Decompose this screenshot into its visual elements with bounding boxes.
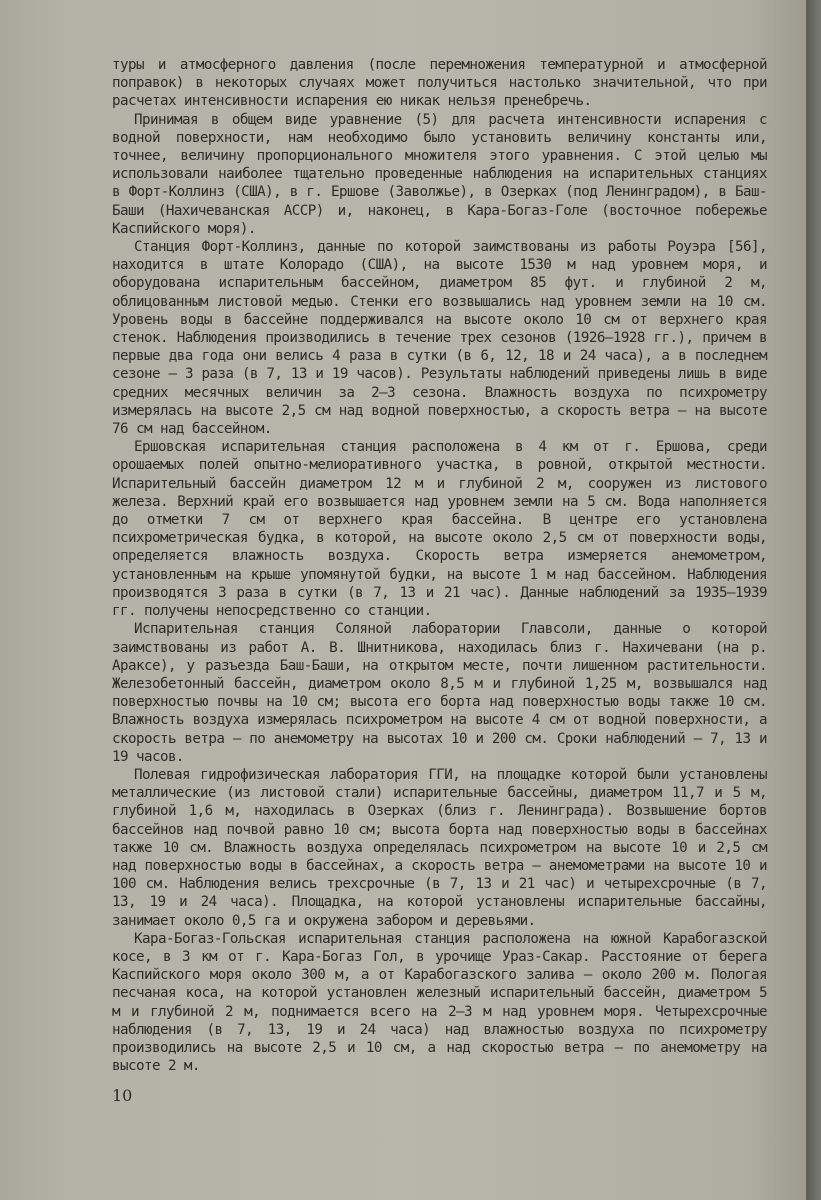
paragraph: Принимая в общем виде уравнение (5) для расчета интенсивности испарения с водной поверхности, нам необходимо было установить величину константы или, точнее, величину пропорционального множителя этого уравнения. С этой целью мы использовали наиболее тщательно проведенные наблюдения на испарительных станциях в Форт-Коллинз (США), в г. Ершове (Заволжье), в Озерках (под Ленинградом), в Баш-Баши (Нахичеванская АССР) и, наконец, в Кара-Богаз-Голе (восточное побережье Каспийского моря). [112,111,767,237]
paragraph: Станция Форт-Коллинз, данные по которой заимствованы из работы Роуэра [56], находится в штате Колорадо (США), на высоте 1530 м над уровнем моря, и оборудована испарительным бассейном, диаметром 85 фут. и глубиной 2 м, облицованным листовой медью. Стенки его возвышались над уровнем земли на 10 см. Уровень воды в бассейне поддерживался на высоте около 10 см от верхнего края стенок. Наблюдения производились в течение трех сезонов (1926—1928 гг.), причем в первые два года они велись 4 раза в сутки (в 6, 12, 18 и 24 часа), а в последнем сезоне — 3 раза (в 7, 13 и 19 часов). Результаты наблюдений приведены лишь в виде средних месячных величин за 2—3 сезона. Влажность воздуха по психрометру измерялась на высоте 2,5 см над водной поверхностью, а скорость ветра — на высоте 76 см над бассейном. [112,239,767,438]
page-text [112,56,767,1075]
paragraph: Испарительная станция Соляной лаборатории Главсоли, данные о которой заимствованы из работ А. В. Шнитникова, находилась близ г. Нахичевани (на р. Араксе), у разъезда Баш-Баши, на открытом месте, почти лишенном растительности. Железобетонный бассейн, диаметром около 8,5 м и глубиной 1,25 м, возвышался над поверхностью почвы на 10 см; высота его борта над поверхностью воды также 10 см. Влажность воздуха измерялась психрометром на высоте 4 см от водной поверхности, а скорость ветра — по анемометру на высотах 10 и 200 см. Сроки наблюдений — 7, 13 и 19 часов. [112,621,767,765]
page-number: 10 [112,1086,133,1105]
book-spine [806,0,821,1200]
paragraph: Кара-Богаз-Гольская испарительная станция расположена на южной Карабогазской косе, в 3 км от г. Кара-Богаз Гол, в урочище Ураз-Сакар. Расстояние от берега Каспийского моря около 300 м, а от Карабогазского залива — около 200 м. Пологая песчаная коса, на которой установлен железный испарительный бассейн, диаметром 5 м и глубиной 2 м, поднимается всего на 2—3 м над уровнем моря. Четырехсрочные наблюдения (в 7, 13, 19 и 24 часа) над влажностью воздуха по психрометру производились на высоте 2,5 и 10 см, а над скоростью ветра — по анемометру на высоте 2 м. [112,930,767,1075]
paragraph: Ершовская испарительная станция расположена в 4 км от г. Ершова, среди орошаемых полей опытно-мелиоративного участка, в ровной, открытой местности. Испарительный бассейн диаметром 12 м и глубиной 2 м, сооружен из листового железа. Верхний край его возвышается над уровнем земли на 5 см. Вода наполняется до отметки 7 см от верхнего края бассейна. В центре его установлена психрометрическая будка, в которой, на высоте около 2,5 см от поверхности воды, определяется влажность воздуха. Скорость ветра измеряется анемометром, установленным на крыше упомянутой будки, на высоте 1 м над бассейном. Наблюдения производятся 3 раза в сутки (в 7, 13 и 21 час). Данные наблюдений за 1935—1939 гг. получены непосредственно со станции. [112,439,767,620]
paragraph: Полевая гидрофизическая лаборатория ГГИ, на площадке которой были установлены металлические (из листовой стали) испарительные бассейны, диаметром 11,7 и 5 м, глубиной 1,6 м, находилась в Озерках (близ г. Ленинграда). Возвышение бортов бассейнов над почвой равно 10 см; высота борта над поверхностью воды в бассейнах также 10 см. Влажность воздуха определялась психрометром на высоте 10 и 2,5 см над поверхностью воды в бассейнах, а скорость ветра — анемометрами на высоте 10 и 100 см. Наблюдения велись трехсрочные (в 7, 13 и 21 час) и четырехсрочные (в 7, 13, 19 и 24 часа). Площадка, на которой установлены испарительные бассайны, занимает около 0,5 га и окружена забором и деревьями. [112,766,767,929]
paragraph: туры и атмосферного давления (после перемножения температурной и атмосферной поправок) в некоторых случаях может получиться настолько значительной, что при расчетах интенсивности испарения ею никак нельзя пренебречь. [112,57,767,110]
